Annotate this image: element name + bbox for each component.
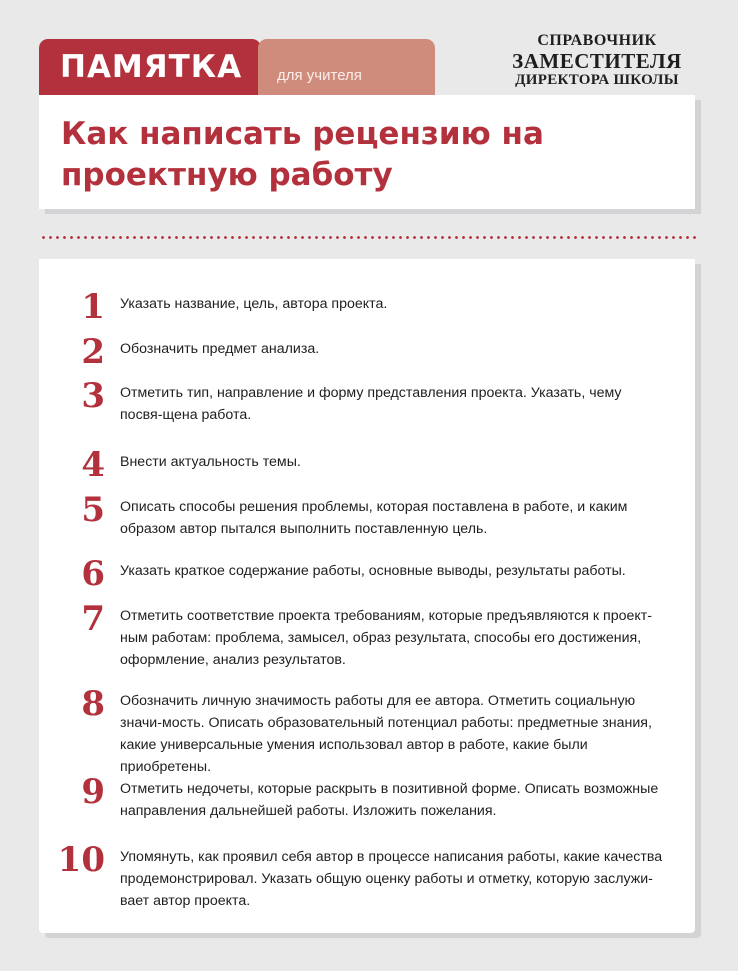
memo-tab xyxy=(39,39,261,96)
item-number: 4 xyxy=(81,445,105,485)
item-number: 1 xyxy=(81,287,105,327)
item-text: Обозначить предмет анализа. xyxy=(120,341,320,357)
item-text: Отметить недочеты, которые раскрыть в позитивной форме. Описать возможные направления дальнейшей работы. Изложить пожелания. xyxy=(120,781,659,819)
item-number: 6 xyxy=(81,554,105,594)
item-number: 3 xyxy=(81,376,105,416)
item-text: Внести актуальность темы. xyxy=(120,454,301,470)
steps-card xyxy=(39,259,695,933)
dotted-divider xyxy=(40,236,696,239)
audience-tab-label: для учителя xyxy=(277,67,362,84)
item-number: 5 xyxy=(81,490,105,530)
logo-line-1: СПРАВОЧНИК xyxy=(537,32,657,49)
item-text: Упомянуть, как проявил себя автор в процессе написания работы, какие качества продемонстрировал. Указать общую оценку работы и отметку, которую заслужи-вает автор проекта. xyxy=(120,849,663,909)
publication-logo xyxy=(497,32,697,89)
logo-line-3: ДИРЕКТОРА ШКОЛЫ xyxy=(515,72,679,88)
item-text: Обозначить личную значимость работы для ее автора. Отметить социальную значи-мость. Описать образовательный потенциал работы: предметные знания, какие универсальные умения использовал автор в работе, какие были приобретены. xyxy=(120,693,652,775)
item-number: 7 xyxy=(81,599,105,639)
item-text: Указать название, цель, автора проекта. xyxy=(120,296,388,312)
audience-tab xyxy=(258,39,435,96)
item-text: Описать способы решения проблемы, которая поставлена в работе, и каким образом автор пытался выполнить поставленную цель. xyxy=(120,499,628,537)
item-text: Указать краткое содержание работы, основные выводы, результаты работы. xyxy=(120,563,626,579)
item-number: 2 xyxy=(81,332,105,372)
title-card xyxy=(39,95,695,209)
item-text: Отметить соответствие проекта требованиям, которые предъявляются к проект-ным работам: проблема, замысел, образ результата, способы его достижения, оформление, анализ результатов. xyxy=(120,608,652,668)
item-text: Отметить тип, направление и форму представления проекта. Указать, чему посвя-щена работа. xyxy=(120,385,622,423)
item-number: 10 xyxy=(57,840,105,880)
page-title: Как написать рецензию на проектную работу xyxy=(61,116,544,193)
item-number: 8 xyxy=(81,684,105,724)
memo-tab-label: ПАМЯТКА xyxy=(60,49,243,85)
item-number: 9 xyxy=(81,772,105,812)
logo-line-2: ЗАМЕСТИТЕЛЯ xyxy=(512,49,682,73)
